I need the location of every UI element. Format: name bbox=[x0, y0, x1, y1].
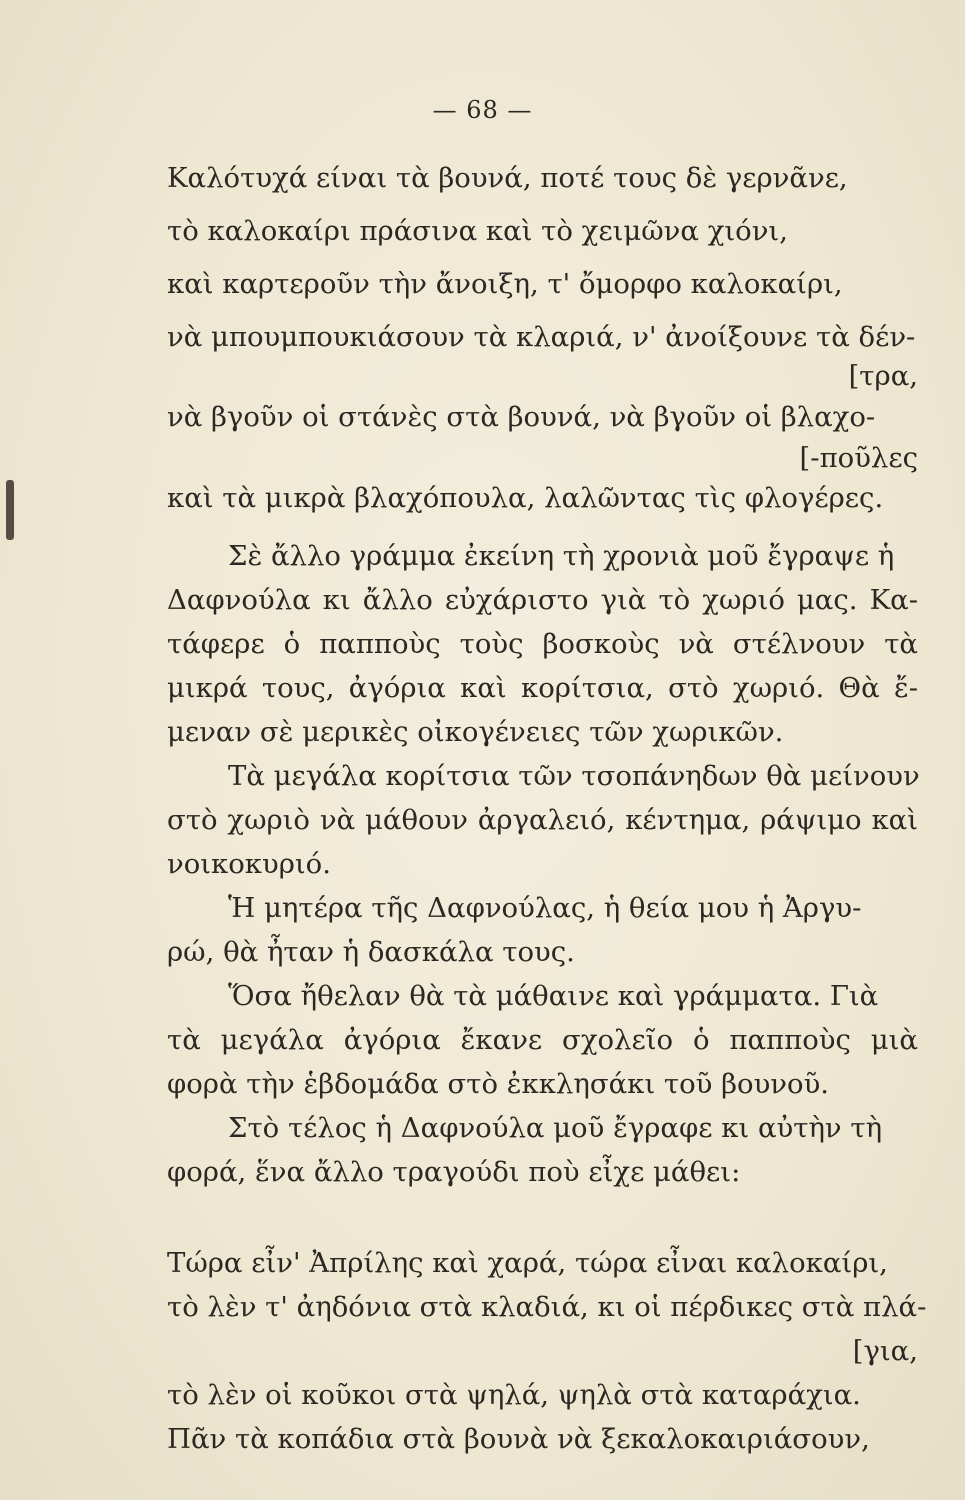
poem-line: τὸ λὲν οἱ κοῦκοι στὰ ψηλά, ψηλὰ στὰ καταράχια. bbox=[167, 1379, 861, 1411]
poem-line: Τώρα εἶν' Ἀπρίλης καὶ χαρά, τώρα εἶναι καλοκαίρι, bbox=[167, 1247, 888, 1279]
paragraph-line: Στὸ τέλος ἡ Δαφνούλα μοῦ ἔγραφε κι αὐτὴν τὴ bbox=[228, 1112, 883, 1144]
poem-line: καὶ τὰ μικρὰ βλαχόπουλα, λαλῶντας τὶς φλογέρες. bbox=[167, 482, 884, 514]
paragraph-line: τάφερε ὁ παπποὺς τοὺς βοσκοὺς νὰ στέλνουν τὰ bbox=[167, 628, 918, 660]
paragraph-line: Τὰ μεγάλα κορίτσια τῶν τσοπάνηδων θὰ μείνουν bbox=[228, 760, 920, 792]
paragraph-line: μικρά τους, ἀγόρια καὶ κορίτσια, στὸ χωριό. Θὰ ἔ- bbox=[167, 672, 918, 704]
poem-line: νὰ βγοῦν οἱ στάνὲς στὰ βουνά, νὰ βγοῦν οἱ βλαχο- bbox=[167, 401, 876, 433]
paragraph-line: φορὰ τὴν ἑβδομάδα στὸ ἐκκλησάκι τοῦ βουνοῦ. bbox=[167, 1068, 830, 1100]
paragraph-line: Ἡ μητέρα τῆς Δαφνούλας, ἡ θεία μου ἡ Ἀργυ- bbox=[228, 892, 862, 924]
paragraph-line: φορά, ἕνα ἄλλο τραγούδι ποὺ εἶχε μάθει: bbox=[167, 1156, 741, 1188]
page-number: — 68 — bbox=[432, 96, 533, 124]
poem-line-continuation: [για, bbox=[852, 1335, 918, 1367]
poem-line-continuation: [τρα, bbox=[848, 360, 918, 392]
paragraph-line: Ὅσα ἤθελαν θὰ τὰ μάθαινε καὶ γράμματα. Γιὰ bbox=[228, 980, 879, 1012]
poem-line: Καλότυχά είναι τὰ βουνά, ποτέ τους δὲ γερνᾶνε, bbox=[167, 162, 848, 194]
poem-line-continuation: [-ποῦλες bbox=[799, 442, 918, 474]
poem-line: νὰ μπουμπουκιάσουν τὰ κλαριά, ν' ἀνοίξουνε τὰ δέν- bbox=[167, 321, 916, 353]
binding-mark bbox=[6, 480, 14, 540]
paragraph-line: στὸ χωριὸ νὰ μάθουν ἀργαλειό, κέντημα, ράψιμο καὶ bbox=[167, 804, 918, 836]
paragraph-line: τὰ μεγάλα ἀγόρια ἔκανε σχολεῖο ὁ παπποὺς μιὰ bbox=[167, 1024, 918, 1056]
paragraph-line: Δαφνούλα κι ἄλλο εὐχάριστο γιὰ τὸ χωριό μας. Κα- bbox=[167, 584, 918, 616]
paragraph-line: ρώ, θὰ ἦταν ἡ δασκάλα τους. bbox=[167, 936, 575, 968]
poem-line: τὸ λὲν τ' ἀηδόνια στὰ κλαδιά, κι οἱ πέρδικες στὰ πλά- bbox=[167, 1291, 927, 1323]
poem-line: καὶ καρτεροῦν τὴν ἄνοιξη, τ' ὄμορφο καλοκαίρι, bbox=[167, 268, 843, 300]
poem-line: Πᾶν τὰ κοπάδια στὰ βουνὰ νὰ ξεκαλοκαιριάσουν, bbox=[167, 1423, 870, 1455]
poem-line: τὸ καλοκαίρι πράσινα καὶ τὸ χειμῶνα χιόνι, bbox=[167, 215, 788, 247]
paragraph-line: νοικοκυριό. bbox=[167, 848, 331, 880]
paragraph-line: Σὲ ἄλλο γράμμα ἐκείνη τὴ χρονιὰ μοῦ ἔγραψε ἡ bbox=[228, 540, 895, 572]
paragraph-line: μεναν σὲ μερικὲς οἰκογένειες τῶν χωρικῶν. bbox=[167, 716, 784, 748]
